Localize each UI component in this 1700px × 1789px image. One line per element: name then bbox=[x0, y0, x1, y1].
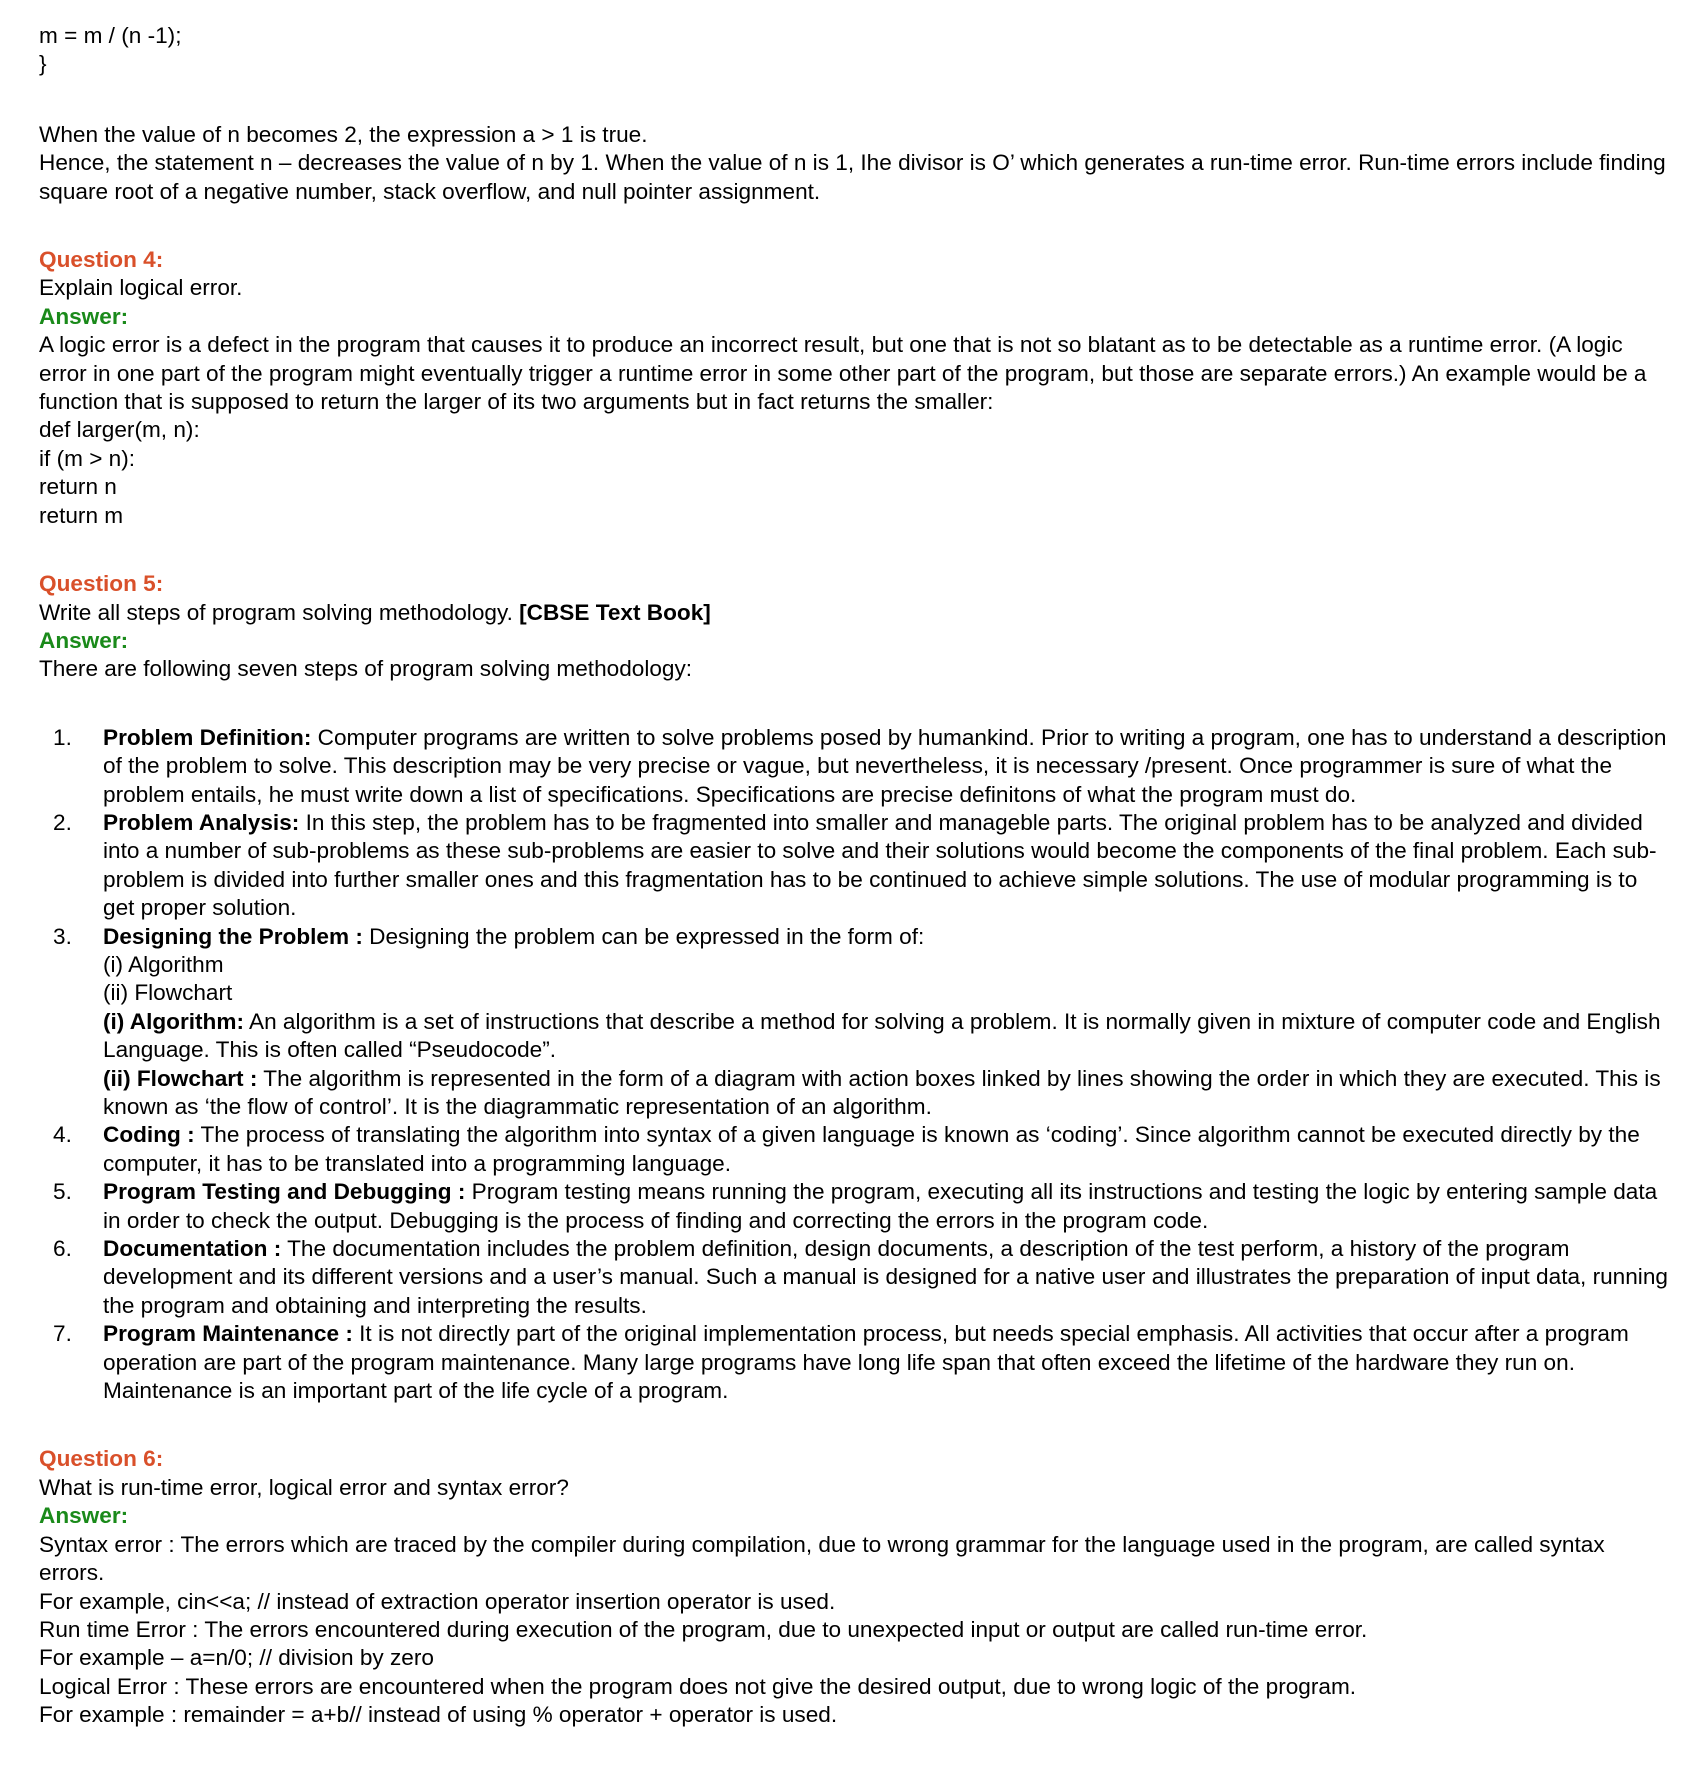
question-text bbox=[39, 599, 1671, 627]
step-text: The documentation includes the problem definition, design documents, a description of the test perform, a history of the program development and its different versions and a user’s manual. Such a manual is designed for a native user and illustrates the preparation of input data, running the program and obtaining and interpreting the results. bbox=[103, 1236, 1668, 1318]
step-number: 5. bbox=[53, 1179, 72, 1205]
step-number: 6. bbox=[53, 1236, 72, 1262]
detail-paragraph bbox=[103, 1065, 1671, 1122]
code-line: return n bbox=[39, 474, 117, 500]
step-text: Program testing means running the program, executing all its instructions and testing the logic by entering sample data in order to check the output. Debugging is the process of finding and correcting the errors in the program code. bbox=[103, 1179, 1658, 1233]
step-number: 2. bbox=[53, 809, 72, 835]
code-line: m = m / (n -1); bbox=[39, 23, 182, 48]
step-title: Program Maintenance : bbox=[103, 1321, 353, 1347]
list-item bbox=[39, 1178, 1671, 1235]
answer-heading: Answer: bbox=[39, 303, 129, 329]
question-heading: Question 6: bbox=[39, 1446, 164, 1472]
step-title: Coding : bbox=[103, 1122, 195, 1148]
sub-item: (ii) Flowchart bbox=[103, 980, 233, 1006]
question-body: Write all steps of program solving methodology. bbox=[39, 599, 513, 625]
step-number: 7. bbox=[53, 1321, 72, 1347]
step-number: 4. bbox=[53, 1122, 72, 1148]
step-text: The process of translating the algorithm into syntax of a given language is known as ‘coding’. Since algorithm cannot be executed directly by the computer, it has to be translated into a programming language. bbox=[103, 1122, 1640, 1176]
question-heading: Question 4: bbox=[39, 247, 164, 273]
detail-title: (ii) Flowchart : bbox=[103, 1065, 258, 1091]
step-text: Computer programs are written to solve problems posed by humankind. Prior to writing a program, one has to understand a description of the problem to solve. This description may be very precise or vague, but nevertheless, it is necessary /present. Once programmer is sure of what the problem entails, he must write down a list of specifications. Specifications are precise definitons of what the program must do. bbox=[103, 724, 1667, 807]
question-text: What is run-time error, logical error and syntax error? bbox=[39, 1474, 569, 1500]
detail-title: (i) Algorithm: bbox=[103, 1008, 244, 1034]
answer-text: A logic error is a defect in the program that causes it to produce an incorrect result, but one that is not so blatant as to be detectable as a runtime error. (A logic error in one part of the program might eventually trigger a runtime error in some other part of the program, but those are separate errors.) An example would be a function that is supposed to return the larger of its two arguments but in fact returns the smaller: bbox=[39, 332, 1653, 415]
step-title: Problem Definition: bbox=[103, 724, 312, 750]
question-heading: Question 5: bbox=[39, 571, 164, 597]
code-line: return m bbox=[39, 502, 124, 528]
step-number: 3. bbox=[53, 923, 72, 949]
sub-item: (i) Algorithm bbox=[103, 951, 224, 977]
question-source: [CBSE Text Book] bbox=[519, 599, 711, 625]
code-line: if (m > n): bbox=[39, 445, 136, 471]
step-text: Designing the problem can be expressed in the form of: bbox=[369, 923, 925, 949]
code-line: } bbox=[39, 51, 47, 77]
answer-line: Logical Error : These errors are encountered when the program does not give the desired output, due to wrong logic of the program. bbox=[39, 1673, 1357, 1699]
answer-line: Run time Error : The errors encountered during execution of the program, due to unexpected input or output are called run-time error. bbox=[39, 1616, 1368, 1642]
step-title: Documentation : bbox=[103, 1236, 282, 1262]
step-text: In this step, the problem has to be fragmented into smaller and manageble parts. The original problem has to be analyzed and divided into a number of sub-problems as these sub-problems are easier to solve and their solutions would become the components of the final problem. Each sub-problem is divided into further smaller ones and this fragmentation has to be continued to achieve simple solutions. The use of modular programming is to get proper solution. bbox=[103, 809, 1657, 921]
answer-line: For example – a=n/0; // division by zero bbox=[39, 1645, 434, 1671]
answer-heading: Answer: bbox=[39, 1503, 129, 1529]
methodology-steps-list bbox=[39, 724, 1671, 1406]
list-item bbox=[39, 1235, 1671, 1320]
list-item bbox=[39, 1121, 1671, 1178]
paragraph: When the value of n becomes 2, the expression a > 1 is true. bbox=[39, 121, 648, 147]
answer-line: Syntax error : The errors which are traced by the compiler during compilation, due to wrong grammar for the language used in the program, are called syntax errors. bbox=[39, 1531, 1611, 1586]
paragraph: Hence, the statement n – decreases the value of n by 1. When the value of n is 1, Ihe divisor is O’ which generates a run-time error. Run-time errors include finding square root of a negative number, stack overflow, and null pointer assignment. bbox=[39, 150, 1673, 204]
answer-line: For example, cin<<a; // instead of extraction operator insertion operator is used. bbox=[39, 1588, 836, 1614]
detail-paragraph bbox=[103, 1008, 1671, 1065]
code-line: def larger(m, n): bbox=[39, 417, 200, 443]
list-item bbox=[39, 809, 1671, 923]
step-text: It is not directly part of the original implementation process, but needs special emphasis. All activities that occur after a program operation are part of the program maintenance. Many large programs have long life span that often exceed the lifetime of the hardware they run on. Maintenance is an important part of the life cycle of a program. bbox=[103, 1321, 1629, 1404]
step-title: Designing the Problem : bbox=[103, 923, 363, 949]
answer-line: For example : remainder = a+b// instead of using % operator + operator is used. bbox=[39, 1702, 838, 1728]
document-content bbox=[39, 22, 1671, 1730]
step-title: Problem Analysis: bbox=[103, 809, 300, 835]
detail-text: An algorithm is a set of instructions that describe a method for solving a problem. It is normally given in mixture of computer code and English Language. This is often called “Pseudocode”. bbox=[103, 1008, 1661, 1063]
answer-heading: Answer: bbox=[39, 627, 129, 653]
question-text: Explain logical error. bbox=[39, 275, 243, 301]
step-title: Program Testing and Debugging : bbox=[103, 1179, 466, 1205]
list-item bbox=[39, 923, 1671, 1122]
list-item bbox=[39, 724, 1671, 809]
list-item bbox=[39, 1320, 1671, 1405]
answer-intro: There are following seven steps of program solving methodology: bbox=[39, 656, 693, 682]
step-number: 1. bbox=[53, 724, 72, 750]
detail-text: The algorithm is represented in the form of a diagram with action boxes linked by lines showing the order in which they are executed. This is known as ‘the flow of control’. It is the diagrammatic representation of an algorithm. bbox=[103, 1065, 1661, 1119]
